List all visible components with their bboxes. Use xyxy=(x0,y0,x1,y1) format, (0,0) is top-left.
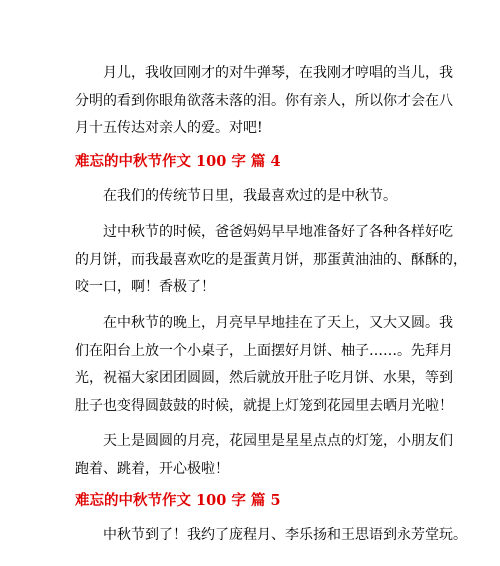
text-line: 的月饼，而我最喜欢吃的是蛋黄月饼，那蛋黄油油的、酥酥的， xyxy=(75,251,467,268)
text-line: 月十五传达对亲人的爱。对吧! xyxy=(75,120,263,136)
text-line: 在中秋节的晚上，月亮早早地挂在了天上，又大又圆。我 xyxy=(103,315,453,331)
section-heading-4: 难忘的中秋节作文 100 字 篇 4 xyxy=(75,153,281,170)
text-line: 分明的看到你眼角欲落未落的泪。你有亲人，所以你才会在八 xyxy=(75,92,453,109)
text-line: 过中秋节的时候，爸爸妈妈早早地准备好了各种各样好吃 xyxy=(103,224,453,240)
section-heading-5: 难忘的中秋节作文 100 字 篇 5 xyxy=(75,492,281,509)
text-line: 跑着、跳着，开心极啦！ xyxy=(75,460,229,477)
text-line: 肚子也变得圆鼓鼓的时候，就提上灯笼到花园里去晒月光啦！ xyxy=(75,397,453,414)
paragraph-lanterns xyxy=(75,428,453,483)
paragraph-outing xyxy=(75,522,467,550)
text-line: 光，祝福大家团团圆圆，然后就放开肚子吃月饼、水果，等到 xyxy=(75,370,453,386)
text-line: 在我们的传统节日里，我最喜欢过的是中秋节。 xyxy=(103,188,397,204)
paragraph-moon-tears xyxy=(75,60,453,143)
paragraph-mooncakes xyxy=(75,219,467,302)
text-line: 们在阳台上放一个小桌子，上面摆好月饼、柚子……。先拜月 xyxy=(75,342,453,359)
paragraph-festival-night xyxy=(75,310,453,420)
text-line: 咬一口，啊！香极了！ xyxy=(75,279,215,295)
text-line: 月儿，我收回刚才的对牛弹琴，在我刚才哼唱的当儿，我 xyxy=(103,65,453,81)
paragraph-favorite-festival xyxy=(75,183,430,211)
text-line: 天上是圆圆的月亮，花园里是星星点点的灯笼，小朋友们 xyxy=(103,433,453,449)
text-line: 中秋节到了！我约了庞程月、李乐扬和王思语到永芳堂玩。 xyxy=(103,527,467,543)
